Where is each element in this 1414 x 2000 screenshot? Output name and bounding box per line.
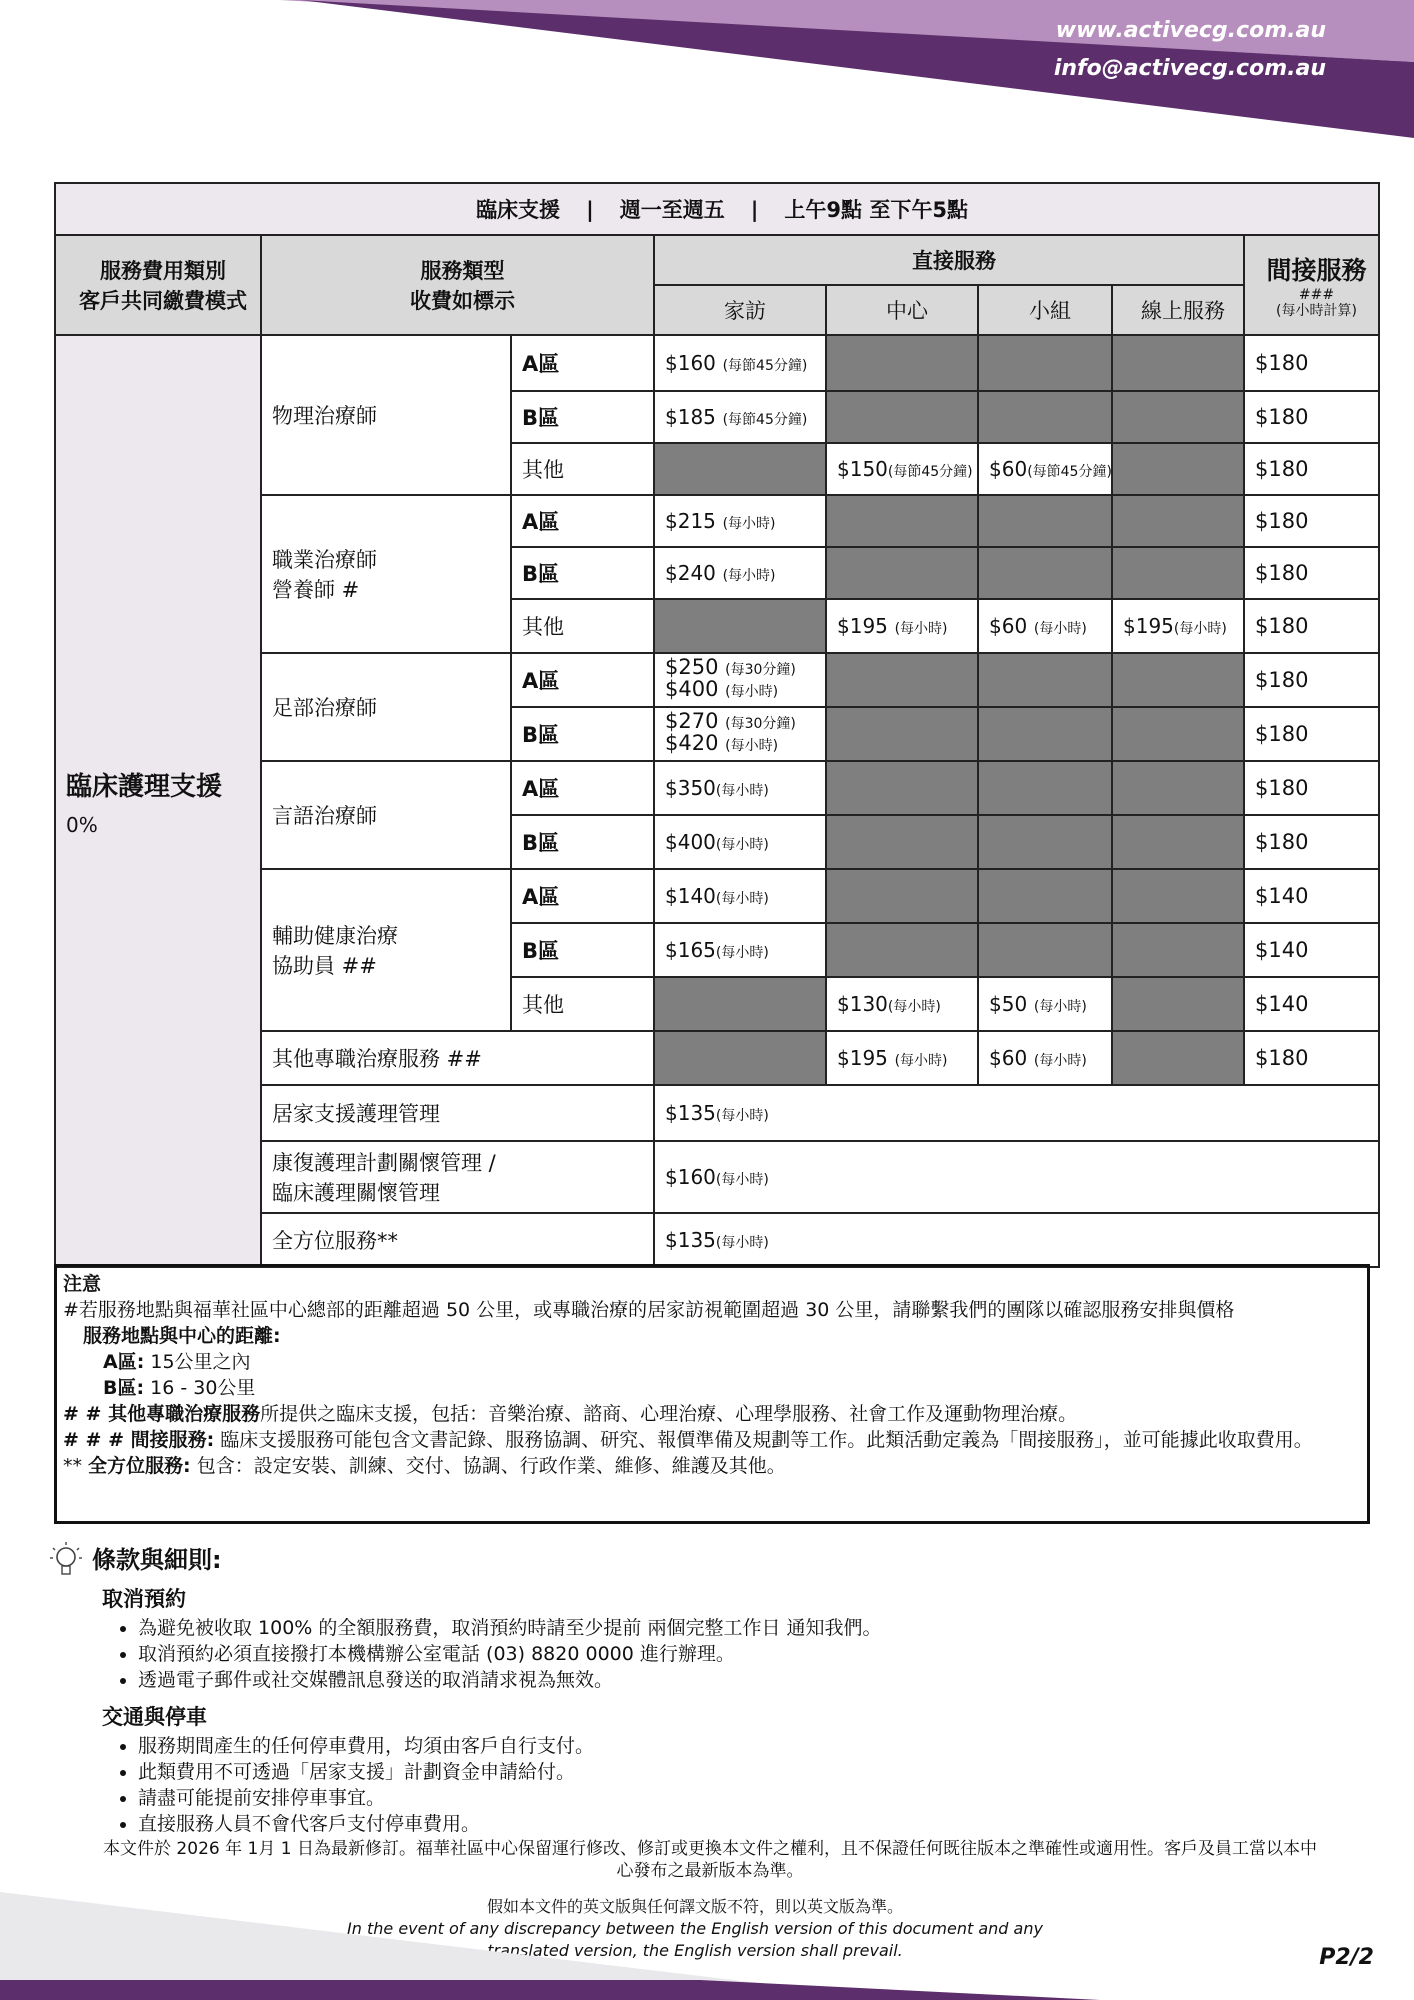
price-indirect: $140 bbox=[1244, 869, 1379, 923]
zone-label: A區 bbox=[511, 761, 654, 815]
price-group: $60(每節45分鐘) bbox=[978, 443, 1112, 495]
fee-table bbox=[54, 182, 1380, 1268]
list-item: • 直接服務人員不會代客戶支付停車費用。 bbox=[138, 1811, 1366, 1837]
zone-label: A區 bbox=[511, 869, 654, 923]
parking-list bbox=[46, 1733, 1366, 1837]
zone-a-note: A區: 15公里之內 bbox=[103, 1351, 251, 1373]
zone-label: B區 bbox=[511, 707, 654, 761]
price-flat: $160(每小時) bbox=[654, 1141, 1379, 1213]
parking-heading: 交通與停車 bbox=[102, 1705, 207, 1729]
service-ot: 職業治療師 營養師 # bbox=[261, 495, 511, 653]
price-centre: $150(每節45分鐘) bbox=[826, 443, 978, 495]
zone-label: 其他 bbox=[511, 977, 654, 1031]
footer-banner bbox=[0, 1880, 1414, 2000]
price-flat: $135(每小時) bbox=[654, 1213, 1379, 1267]
distance-title: 服務地點與中心的距離: bbox=[83, 1325, 281, 1347]
price-home: $350(每小時) bbox=[654, 761, 826, 815]
zone-label: 其他 bbox=[511, 443, 654, 495]
price-home: $165(每小時) bbox=[654, 923, 826, 977]
terms-section bbox=[46, 1540, 1366, 1837]
zone-label: B區 bbox=[511, 547, 654, 599]
service-physio: 物理治療師 bbox=[261, 335, 511, 495]
email-link[interactable]: info@activecg.com.au bbox=[1053, 56, 1326, 81]
price-centre: $195 (每小時) bbox=[826, 599, 978, 653]
notes-title: 注意 bbox=[63, 1273, 102, 1295]
price-indirect: $180 bbox=[1244, 443, 1379, 495]
group-header: 小組 bbox=[978, 285, 1112, 335]
price-indirect: $180 bbox=[1244, 547, 1379, 599]
home-visit-header: 家訪 bbox=[654, 285, 826, 335]
service-home-support: 居家支援護理管理 bbox=[261, 1085, 654, 1141]
list-item: • 服務期間產生的任何停車費用，均須由客戶自行支付。 bbox=[138, 1733, 1366, 1759]
price-indirect: $180 bbox=[1244, 815, 1379, 869]
zone-label: A區 bbox=[511, 495, 654, 547]
service-restorative: 康復護理計劃關懷管理 / 臨床護理關懷管理 bbox=[261, 1141, 654, 1213]
note-distance: #若服務地點與福華社區中心總部的距離超過 50 公里，或專職治療的居家訪視範圍超過 30 公里，請聯繫我們的團隊以確認服務安排與價格 bbox=[63, 1299, 1235, 1321]
list-item: • 為避免被收取 100% 的全額服務費，取消預約時請至少提前 兩個完整工作日 通知我們。 bbox=[138, 1615, 1366, 1641]
zone-label: B區 bbox=[511, 391, 654, 443]
price-home: $250 (每30分鐘) $400 (每小時) bbox=[654, 653, 826, 707]
zone-b-note: B區: 16 - 30公里 bbox=[103, 1377, 256, 1399]
list-item: • 透過電子郵件或社交媒體訊息發送的取消請求視為無效。 bbox=[138, 1667, 1366, 1693]
price-indirect: $180 bbox=[1244, 391, 1379, 443]
price-indirect: $180 bbox=[1244, 1031, 1379, 1085]
price-home: $160 (每節45分鐘) bbox=[654, 335, 826, 391]
lightbulb-icon bbox=[46, 1540, 86, 1584]
online-header: 線上服務 bbox=[1112, 285, 1244, 335]
zone-label: A區 bbox=[511, 653, 654, 707]
price-indirect: $180 bbox=[1244, 599, 1379, 653]
service-comprehensive: 全方位服務** bbox=[261, 1213, 654, 1267]
website-link[interactable]: www.activecg.com.au bbox=[1055, 18, 1326, 43]
fee-type-header: 服務費用類別 客戶共同繳費模式 bbox=[55, 235, 261, 335]
centre-header: 中心 bbox=[826, 285, 978, 335]
zone-label: B區 bbox=[511, 815, 654, 869]
cancel-list bbox=[46, 1615, 1366, 1693]
price-home: $185 (每節45分鐘) bbox=[654, 391, 826, 443]
price-centre: $130(每小時) bbox=[826, 977, 978, 1031]
notes-box bbox=[54, 1264, 1370, 1524]
price-indirect: $180 bbox=[1244, 707, 1379, 761]
revision-note: 本文件於 2026 年 1月 1 日為最新修訂。福華社區中心保留運行修改、修訂或更換本文件之權利，且不保證任何既往版本之準確性或適用性。客戶及員工當以本中心發布之最新版本為準。 bbox=[103, 1839, 1317, 1881]
price-home: $270 (每30分鐘) $420 (每小時) bbox=[654, 707, 826, 761]
terms-title: 條款與細則: bbox=[92, 1546, 222, 1574]
price-indirect: $180 bbox=[1244, 653, 1379, 707]
list-item: • 此類費用不可透過「居家支援」計劃資金申請給付。 bbox=[138, 1759, 1366, 1785]
zone-label: 其他 bbox=[511, 599, 654, 653]
note-indirect: # # # 間接服務: 臨床支援服務可能包含文書記錄、服務協調、研究、報價準備及規劃等工作。此類活動定義為「間接服務」，並可能據此收取費用。 bbox=[63, 1429, 1313, 1451]
price-home: $240 (每小時) bbox=[654, 547, 826, 599]
service-other-allied: 其他專職治療服務 ## bbox=[261, 1031, 654, 1085]
cancel-heading: 取消預約 bbox=[102, 1587, 186, 1611]
service-speech: 言語治療師 bbox=[261, 761, 511, 869]
language-disclaimer: 假如本文件的英文版與任何譯文版不符，則以英文版為準。 In the event of any discrepancy between the English version of this document and any translated version, the English version shall prevail. bbox=[347, 1897, 1043, 1960]
indirect-service-header: 間接服務 ### (每小時計算) bbox=[1244, 235, 1379, 335]
price-indirect: $140 bbox=[1244, 977, 1379, 1031]
note-other-allied: # # 其他專職治療服務所提供之臨床支援，包括：音樂治療、諮商、心理治療、心理學服務、社會工作及運動物理治療。 bbox=[63, 1403, 1078, 1425]
price-group: $60 (每小時) bbox=[978, 1031, 1112, 1085]
list-item: • 請盡可能提前安排停車事宜。 bbox=[138, 1785, 1366, 1811]
price-centre: $195 (每小時) bbox=[826, 1031, 978, 1085]
price-indirect: $180 bbox=[1244, 495, 1379, 547]
table-title: 臨床支援 | 週一至週五 | 上午9點 至下午5點 bbox=[55, 183, 1379, 235]
price-group: $60 (每小時) bbox=[978, 599, 1112, 653]
price-indirect: $180 bbox=[1244, 761, 1379, 815]
price-home: $140(每小時) bbox=[654, 869, 826, 923]
price-online: $195(每小時) bbox=[1112, 599, 1244, 653]
zone-label: A區 bbox=[511, 335, 654, 391]
direct-service-header: 直接服務 bbox=[654, 235, 1244, 285]
list-item: • 取消預約必須直接撥打本機構辦公室電話 (03) 8820 0000 進行辦理。 bbox=[138, 1641, 1366, 1667]
price-home: $215 (每小時) bbox=[654, 495, 826, 547]
service-type-header: 服務類型 收費如標示 bbox=[261, 235, 654, 335]
price-home: $400(每小時) bbox=[654, 815, 826, 869]
price-indirect: $180 bbox=[1244, 335, 1379, 391]
price-indirect: $140 bbox=[1244, 923, 1379, 977]
price-flat: $135(每小時) bbox=[654, 1085, 1379, 1141]
zone-label: B區 bbox=[511, 923, 654, 977]
service-podiatry: 足部治療師 bbox=[261, 653, 511, 761]
table-row bbox=[55, 335, 1379, 391]
page-number: P2/2 bbox=[1319, 1945, 1374, 1970]
service-aha: 輔助健康治療 協助員 ## bbox=[261, 869, 511, 1031]
category-cell: 臨床護理支援 0% bbox=[55, 335, 261, 1267]
price-group: $50 (每小時) bbox=[978, 977, 1112, 1031]
note-comprehensive: ** 全方位服務: 包含：設定安裝、訓練、交付、協調、行政作業、維修、維護及其他。 bbox=[63, 1455, 786, 1477]
